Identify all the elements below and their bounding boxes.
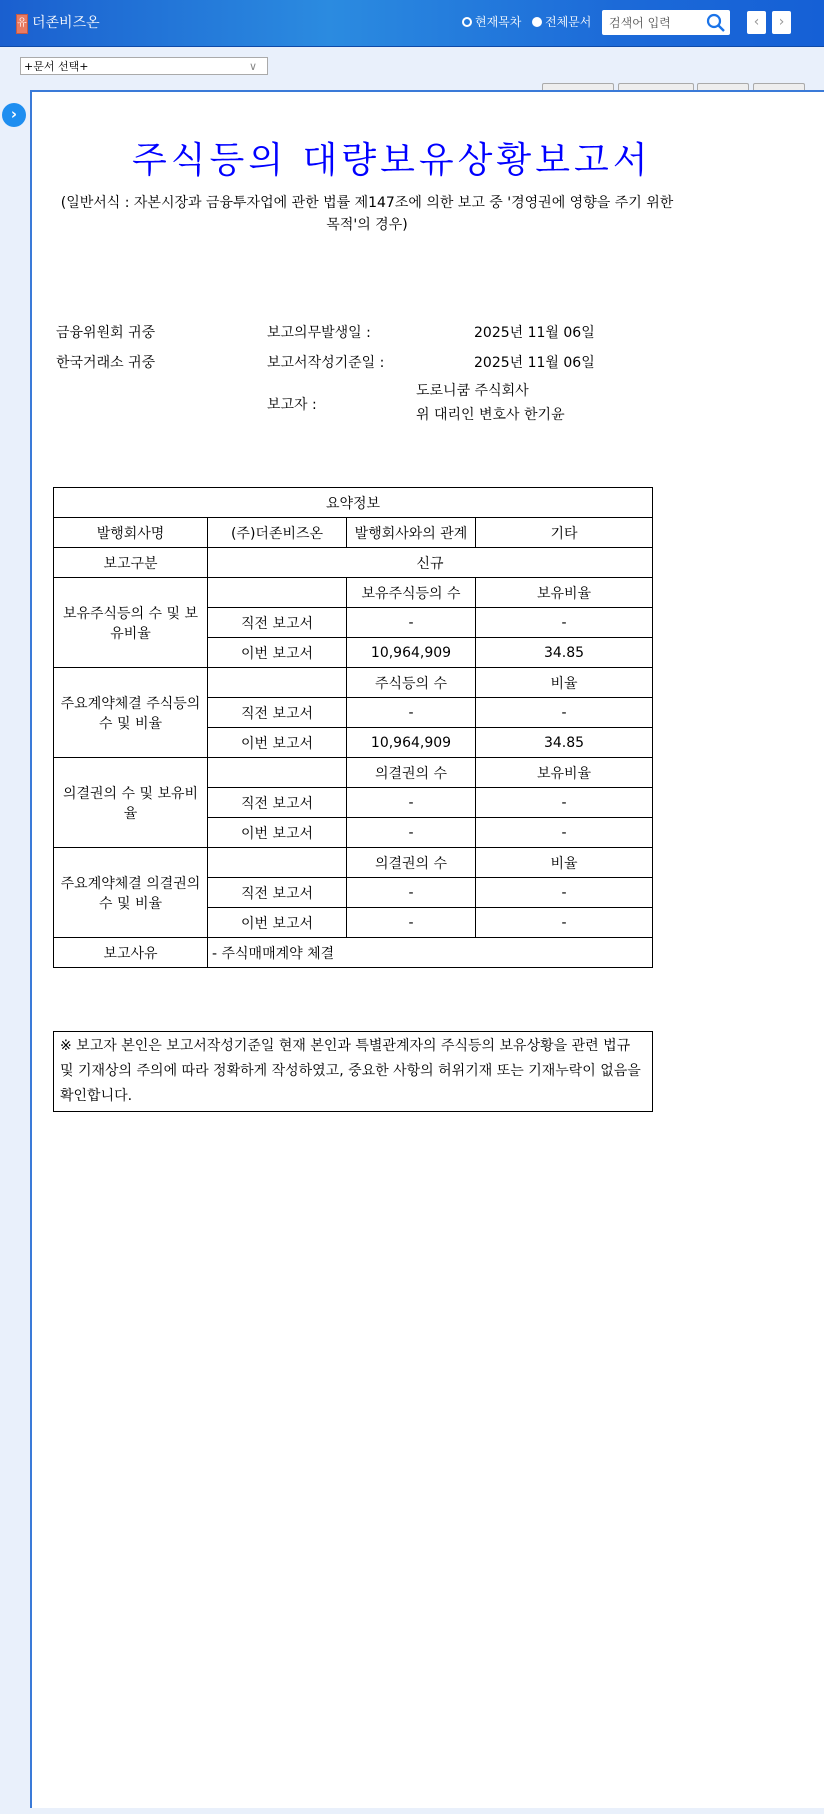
label-obligation-date: 보고의무발생일 : (267, 325, 371, 341)
summary-table (53, 487, 653, 968)
table-title: 요약정보 (54, 488, 653, 518)
search-placeholder: 검색어 입력 (609, 16, 671, 30)
reason-label: 보고사유 (54, 938, 208, 968)
top-header (0, 0, 824, 47)
radio-current-toc[interactable] (462, 13, 521, 30)
page-title: 주식등의 대량보유상황보고서 (132, 140, 652, 181)
empty-cell (208, 668, 347, 698)
table-row (54, 668, 653, 698)
issuer-name: (주)더존비즈온 (208, 518, 347, 548)
reporter-name: 도로니쿰 주식회사 (416, 383, 529, 399)
row-label: 직전 보고서 (208, 878, 347, 908)
addressee-fsc: 금융위원회 귀중 (56, 325, 156, 341)
report-subtitle: (일반서식 : 자본시장과 금융투자업에 관한 법률 제147조에 의한 보고 중 '경영권에 영향을 주기 위한 목적'의 경우) (60, 195, 674, 233)
row-label: 직전 보고서 (208, 608, 347, 638)
cell-value: - (347, 818, 476, 848)
group-label: 주요계약체결 주식등의 수 및 비율 (54, 668, 208, 758)
table-row (54, 758, 653, 788)
radio-label: 전체문서 (545, 15, 592, 29)
column-header: 의결권의 수 (347, 758, 476, 788)
column-header: 보유주식등의 수 (347, 578, 476, 608)
cell-value: 34.85 (476, 728, 653, 758)
row-label: 직전 보고서 (208, 788, 347, 818)
empty-cell (208, 578, 347, 608)
issuer-label: 발행회사명 (54, 518, 208, 548)
row-label: 이번 보고서 (208, 818, 347, 848)
label-reporter: 보고자 : (267, 397, 317, 413)
cell-value: - (347, 788, 476, 818)
report-type-label: 보고구분 (54, 548, 208, 578)
sidebar-toggle-chevron-right-icon[interactable]: › (2, 103, 26, 127)
table-row (54, 578, 653, 608)
cell-value: - (476, 698, 653, 728)
search-input[interactable] (602, 10, 730, 35)
cell-value: - (476, 608, 653, 638)
cell-value: - (476, 818, 653, 848)
label-base-date: 보고서작성기준일 : (267, 355, 385, 371)
reason-value: - 주식매매계약 체결 (208, 938, 653, 968)
app-name: 더존비즈온 (32, 15, 100, 31)
empty-cell (208, 758, 347, 788)
addressee-krx: 한국거래소 귀중 (56, 355, 156, 371)
column-header: 의결권의 수 (347, 848, 476, 878)
next-button[interactable]: › (772, 11, 791, 34)
document-select-value: +문서 선택+ (24, 60, 89, 73)
obligation-date: 2025년 11월 06일 (474, 325, 595, 341)
search-icon[interactable] (706, 13, 726, 33)
row-label: 이번 보고서 (208, 638, 347, 668)
cell-value: 10,964,909 (347, 638, 476, 668)
chevron-down-icon: ∨ (248, 60, 257, 73)
group-label: 의결권의 수 및 보유비율 (54, 758, 208, 848)
empty-cell (208, 848, 347, 878)
column-header: 보유비율 (476, 578, 653, 608)
company-logo-icon: 유 (16, 14, 28, 34)
cell-value: - (476, 788, 653, 818)
document-select[interactable] (20, 57, 268, 75)
row-label: 직전 보고서 (208, 698, 347, 728)
radio-icon (462, 17, 472, 27)
cell-value: - (347, 908, 476, 938)
column-header: 비율 (476, 668, 653, 698)
cell-value: 34.85 (476, 638, 653, 668)
radio-label: 현재목차 (475, 15, 522, 29)
relation-value: 기타 (476, 518, 653, 548)
cell-value: - (347, 698, 476, 728)
radio-icon (532, 17, 542, 27)
cell-value: - (347, 878, 476, 908)
group-label: 보유주식등의 수 및 보유비율 (54, 578, 208, 668)
base-date: 2025년 11월 06일 (474, 355, 595, 371)
cell-value: 10,964,909 (347, 728, 476, 758)
reporter-agent: 위 대리인 변호사 한기윤 (416, 407, 565, 423)
relation-label: 발행회사와의 관계 (347, 518, 476, 548)
table-row (54, 848, 653, 878)
column-header: 주식등의 수 (347, 668, 476, 698)
row-label: 이번 보고서 (208, 728, 347, 758)
column-header: 보유비율 (476, 758, 653, 788)
prev-button[interactable]: ‹ (747, 11, 766, 34)
cell-value: - (476, 908, 653, 938)
group-label: 주요계약체결 의결권의 수 및 비율 (54, 848, 208, 938)
document-page (30, 90, 824, 1808)
confirmation-note: ※ 보고자 본인은 보고서작성기준일 현재 본인과 특별관계자의 주식등의 보유상황을 관련 법규 및 기재상의 주의에 따라 정확하게 작성하였고, 중요한 사항의 허위기재 또는 기재누락이 없음을 확인합니다. (53, 1031, 653, 1112)
cell-value: - (347, 608, 476, 638)
cell-value: - (476, 878, 653, 908)
radio-all-docs[interactable] (532, 13, 591, 30)
report-type-value: 신규 (208, 548, 653, 578)
column-header: 비율 (476, 848, 653, 878)
row-label: 이번 보고서 (208, 908, 347, 938)
